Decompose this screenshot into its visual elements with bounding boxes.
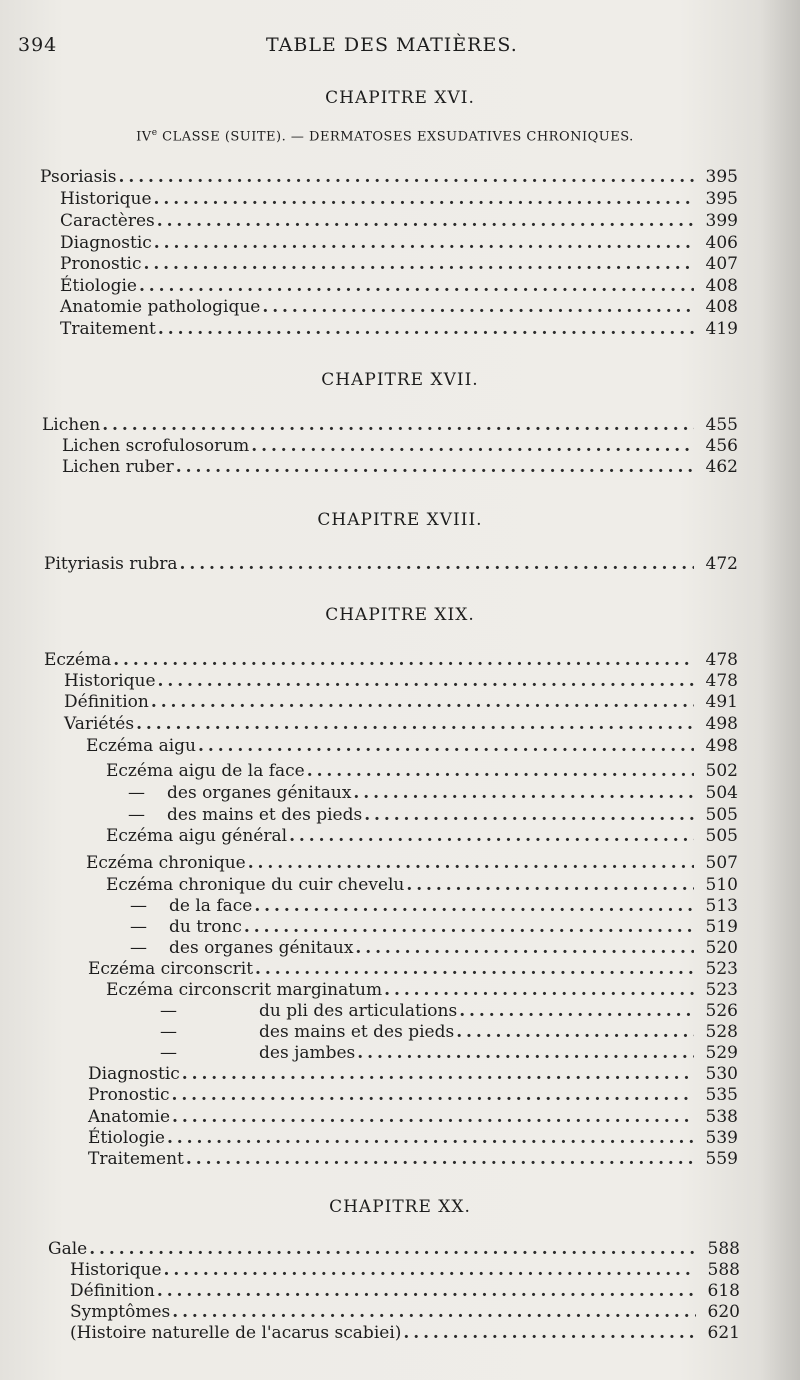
toc-entry xyxy=(88,958,738,980)
dot-leader xyxy=(176,456,694,478)
ditto-dash: — xyxy=(160,1001,177,1021)
entry-page: 472 xyxy=(705,554,738,574)
toc-entry xyxy=(60,318,738,340)
toc-entry xyxy=(60,232,738,254)
entry-title: Variétés xyxy=(64,714,135,734)
dot-leader xyxy=(151,691,694,713)
toc-entry xyxy=(128,782,738,804)
class-roman: IV xyxy=(136,129,152,145)
entry-title: Psoriasis xyxy=(40,167,117,187)
dot-leader xyxy=(459,1000,694,1022)
entry-title: Anatomie pathologique xyxy=(60,297,261,317)
dot-leader xyxy=(172,1084,695,1106)
entry-page: 498 xyxy=(705,714,738,734)
toc-entry xyxy=(86,852,738,874)
entry-title: Lichen xyxy=(42,415,101,435)
chapter-heading-xvi: CHAPITRE XVI. xyxy=(325,88,475,108)
entry-title: des organes génitaux xyxy=(169,938,354,958)
entry-title: (Histoire naturelle de l'acarus scabiei) xyxy=(70,1323,402,1343)
toc-entry xyxy=(70,1259,740,1281)
dot-leader xyxy=(157,1280,696,1302)
dot-leader xyxy=(157,210,694,232)
dot-leader xyxy=(289,825,694,847)
entry-title: Pronostic xyxy=(60,254,142,274)
entry-page: 407 xyxy=(705,254,738,274)
entry-title: des mains et des pieds xyxy=(167,805,363,825)
toc-entry xyxy=(62,456,738,478)
entry-title: Traitement xyxy=(60,319,156,339)
toc-entry xyxy=(62,435,738,457)
dot-leader xyxy=(186,1148,694,1170)
entry-title: Diagnostic xyxy=(88,1064,180,1084)
ditto-dash: — xyxy=(130,896,147,916)
toc-entry xyxy=(60,296,738,318)
ditto-dash: — xyxy=(160,1022,177,1042)
toc-entry xyxy=(40,166,738,188)
chapter-heading-xx: CHAPITRE XX. xyxy=(329,1197,471,1217)
entry-page: 559 xyxy=(705,1149,738,1169)
toc-entry xyxy=(70,1301,740,1323)
entry-title: Eczéma aigu xyxy=(86,736,197,756)
toc-entry xyxy=(86,735,738,757)
toc-entry xyxy=(130,937,738,959)
toc-entry xyxy=(44,553,738,575)
toc-entry xyxy=(88,1148,738,1170)
dot-leader xyxy=(182,1063,694,1085)
dot-leader xyxy=(251,435,694,457)
entry-page: 408 xyxy=(705,276,738,296)
dot-leader xyxy=(248,852,694,874)
running-title: TABLE DES MATIÈRES. xyxy=(266,34,518,56)
ditto-dash: — xyxy=(130,917,147,937)
toc-entry xyxy=(130,916,738,938)
entry-title: Pronostic xyxy=(88,1085,170,1105)
toc-entry xyxy=(106,760,738,782)
toc-entry xyxy=(60,275,738,297)
dot-leader xyxy=(113,649,694,671)
dot-leader xyxy=(119,166,694,188)
dot-leader xyxy=(136,713,694,735)
entry-page: 419 xyxy=(705,319,738,339)
dot-leader xyxy=(456,1021,694,1043)
entry-title: Caractères xyxy=(60,211,155,231)
entry-page: 538 xyxy=(705,1107,738,1127)
toc-entry xyxy=(64,670,738,692)
ditto-dash: — xyxy=(130,938,147,958)
dot-leader xyxy=(403,1322,696,1344)
entry-page: 478 xyxy=(705,650,738,670)
entry-page: 504 xyxy=(705,783,738,803)
dot-leader xyxy=(89,1238,696,1260)
entry-title: Symptômes xyxy=(70,1302,171,1322)
toc-entry xyxy=(44,649,738,671)
dot-leader xyxy=(144,253,695,275)
entry-title: Eczéma xyxy=(44,650,112,670)
toc-entry xyxy=(60,253,738,275)
entry-title: Eczéma aigu de la face xyxy=(106,761,305,781)
entry-page: 491 xyxy=(705,692,738,712)
entry-page: 478 xyxy=(705,671,738,691)
toc-entry xyxy=(42,414,738,436)
entry-page: 621 xyxy=(707,1323,740,1343)
ditto-dash: — xyxy=(128,805,145,825)
dot-leader xyxy=(154,188,694,210)
entry-page: 456 xyxy=(705,436,738,456)
dot-leader xyxy=(364,804,694,826)
entry-page: 507 xyxy=(705,853,738,873)
entry-page: 505 xyxy=(705,805,738,825)
class-title: CLASSE (SUITE). — DERMATOSES EXSUDATIVES CHRONIQUES. xyxy=(157,129,634,145)
entry-page: 539 xyxy=(705,1128,738,1148)
entry-title: Étiologie xyxy=(88,1128,165,1148)
toc-entry xyxy=(70,1322,740,1344)
entry-title: Définition xyxy=(64,692,149,712)
entry-page: 535 xyxy=(705,1085,738,1105)
toc-entry xyxy=(106,874,738,896)
running-head xyxy=(18,30,758,60)
entry-page: 408 xyxy=(705,297,738,317)
entry-title: Historique xyxy=(70,1260,162,1280)
entry-page: 530 xyxy=(705,1064,738,1084)
dot-leader xyxy=(167,1127,694,1149)
entry-page: 523 xyxy=(705,980,738,1000)
entry-page: 505 xyxy=(705,826,738,846)
entry-title: des jambes xyxy=(259,1043,356,1063)
dot-leader xyxy=(244,916,694,938)
entry-title: Eczéma chronique xyxy=(86,853,246,873)
entry-title: Eczéma circonscrit marginatum xyxy=(106,980,383,1000)
toc-entry xyxy=(64,713,738,735)
entry-page: 529 xyxy=(705,1043,738,1063)
entry-title: Gale xyxy=(48,1239,88,1259)
entry-page: 455 xyxy=(705,415,738,435)
entry-page: 588 xyxy=(707,1239,740,1259)
toc-entry xyxy=(60,210,738,232)
chapter-heading-xix: CHAPITRE XIX. xyxy=(325,605,475,625)
entry-title: de la face xyxy=(169,896,253,916)
entry-page: 523 xyxy=(705,959,738,979)
dot-leader xyxy=(355,937,694,959)
entry-page: 620 xyxy=(707,1302,740,1322)
entry-page: 395 xyxy=(705,189,738,209)
toc-entry xyxy=(106,825,738,847)
entry-title: du pli des articulations xyxy=(259,1001,458,1021)
dot-leader xyxy=(172,1106,694,1128)
chapter-subtitle-xvi xyxy=(0,128,770,144)
toc-entry xyxy=(88,1106,738,1128)
dot-leader xyxy=(307,760,694,782)
toc-entry xyxy=(128,804,738,826)
entry-page: 588 xyxy=(707,1260,740,1280)
entry-title: Traitement xyxy=(88,1149,184,1169)
entry-page: 528 xyxy=(705,1022,738,1042)
entry-page: 406 xyxy=(705,233,738,253)
entry-page: 520 xyxy=(705,938,738,958)
toc-entry xyxy=(106,979,738,1001)
entry-page: 519 xyxy=(705,917,738,937)
entry-page: 510 xyxy=(705,875,738,895)
toc-entry xyxy=(160,1000,738,1022)
dot-leader xyxy=(254,895,694,917)
entry-page: 462 xyxy=(705,457,738,477)
entry-page: 526 xyxy=(705,1001,738,1021)
dot-leader xyxy=(164,1259,696,1281)
ditto-dash: — xyxy=(128,783,145,803)
entry-page: 513 xyxy=(705,896,738,916)
toc-entry xyxy=(48,1238,740,1260)
dot-leader xyxy=(158,670,694,692)
entry-title: Pityriasis rubra xyxy=(44,554,178,574)
dot-leader xyxy=(139,275,694,297)
dot-leader xyxy=(262,296,694,318)
entry-title: du tronc xyxy=(169,917,242,937)
entry-title: des mains et des pieds xyxy=(259,1022,455,1042)
toc-entry xyxy=(70,1280,740,1302)
entry-title: Eczéma chronique du cuir chevelu xyxy=(106,875,405,895)
dot-leader xyxy=(172,1301,696,1323)
dot-leader xyxy=(158,318,694,340)
entry-title: des organes génitaux xyxy=(167,783,352,803)
dot-leader xyxy=(353,782,694,804)
toc-entry xyxy=(160,1042,738,1064)
dot-leader xyxy=(102,414,694,436)
entry-title: Lichen ruber xyxy=(62,457,174,477)
class-superscript: e xyxy=(151,128,158,138)
entry-page: 498 xyxy=(705,736,738,756)
dot-leader xyxy=(357,1042,694,1064)
dot-leader xyxy=(406,874,694,896)
dot-leader xyxy=(198,735,694,757)
entry-title: Diagnostic xyxy=(60,233,152,253)
entry-title: Étiologie xyxy=(60,276,137,296)
page-number: 394 xyxy=(18,34,58,56)
entry-page: 618 xyxy=(707,1281,740,1301)
dot-leader xyxy=(255,958,694,980)
toc-entry xyxy=(88,1084,738,1106)
entry-title: Définition xyxy=(70,1281,155,1301)
toc-entry xyxy=(160,1021,738,1043)
entry-title: Eczéma aigu général xyxy=(106,826,288,846)
entry-title: Anatomie xyxy=(88,1107,171,1127)
entry-title: Eczéma circonscrit xyxy=(88,959,254,979)
toc-entry xyxy=(60,188,738,210)
chapter-heading-xvii: CHAPITRE XVII. xyxy=(321,370,479,390)
chapter-heading-xviii: CHAPITRE XVIII. xyxy=(317,510,483,530)
entry-title: Historique xyxy=(64,671,156,691)
entry-page: 502 xyxy=(705,761,738,781)
dot-leader xyxy=(180,553,694,575)
ditto-dash: — xyxy=(160,1043,177,1063)
dot-leader xyxy=(384,979,694,1001)
toc-entry xyxy=(88,1063,738,1085)
toc-entry xyxy=(88,1127,738,1149)
entry-page: 399 xyxy=(705,211,738,231)
entry-page: 395 xyxy=(705,167,738,187)
entry-title: Lichen scrofulosorum xyxy=(62,436,250,456)
toc-entry xyxy=(130,895,738,917)
entry-title: Historique xyxy=(60,189,152,209)
toc-entry xyxy=(64,691,738,713)
dot-leader xyxy=(154,232,694,254)
